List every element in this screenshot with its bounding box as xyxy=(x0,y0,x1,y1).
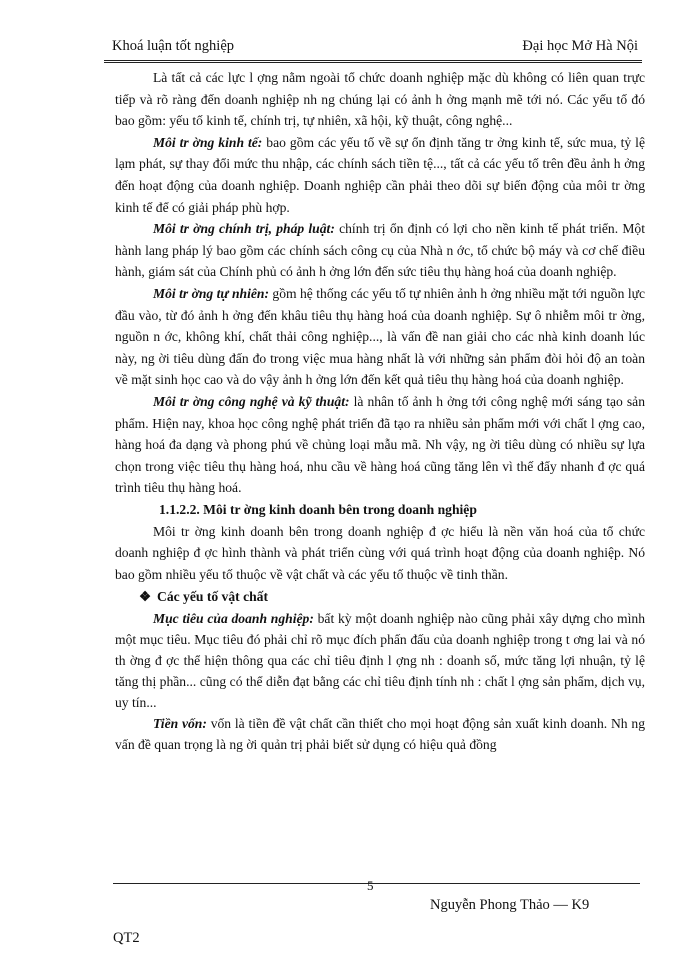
page-header xyxy=(104,28,642,63)
page-body xyxy=(115,67,645,755)
technology-label: Môi tr ờng công nghệ và kỹ thuật: xyxy=(153,393,350,409)
header-thesis-title: Khoá luận tốt nghiệp xyxy=(112,38,235,54)
economic-paragraph xyxy=(115,132,645,218)
capital-label: Tiền vốn: xyxy=(153,715,207,731)
political-paragraph xyxy=(115,218,645,283)
objective-text: bất kỳ một doanh nghiệp nào cũng phải xây dựng cho mình một mục tiêu. Mục tiêu đó phải chỉ rõ mục đích phấn đấu của doanh nghiệp trong t ơng lai và nó th ờng đ ợc thể hiện thông qua các chỉ tiêu định l ợng nh : doanh số, mức tăng lợi nhuận, tỷ lệ tăng thị phần... cũng có thể diễn đạt bằng các chỉ tiêu định tính nh : chất l ợng sản phẩm, dịch vụ, uy tín... xyxy=(115,610,645,710)
capital-paragraph xyxy=(115,713,645,755)
footer-class-code: QT2 xyxy=(113,930,140,946)
natural-label: Môi tr ờng tự nhiên: xyxy=(153,285,269,301)
intro-paragraph: Là tất cả các lực l ợng nằm ngoài tổ chức doanh nghiệp mặc dù không có liên quan trực tiếp và rõ ràng đến doanh nghiệp nh ng chúng lại có ảnh h ởng mạnh mẽ tới nó. Các yếu tố đó bao gồm: yếu tố kinh tế, chính trị, tự nhiên, xã hội, kỹ thuật, công nghệ... xyxy=(115,70,645,129)
page-number: 5 xyxy=(367,878,374,893)
section-paragraph: Môi tr ờng kinh doanh bên trong doanh nghiệp đ ợc hiểu là nền văn hoá của tổ chức doanh nghiệp đ ợc hình thành và phát triển cùng với quá trình hoạt động của doanh nghiệp. Nó bao gồm nhiều yếu tố thuộc về vật chất và các yếu tố thuộc về tinh thần. xyxy=(115,523,645,583)
sub-heading xyxy=(115,586,645,608)
technology-paragraph xyxy=(115,391,645,499)
footer-divider xyxy=(113,883,640,884)
natural-text: gồm hệ thống các yếu tố tự nhiên ảnh h ởng nhiều mặt tới nguồn lực đầu vào, từ đó ảnh h ởng đến khâu tiêu thụ hàng hoá của doanh nghiệp. Sự ô nhiễm môi tr ờng, nguồn n ớc, không khí, chất thải công nghiệp..., là vấn đề nan giải cho các nhà kinh doanh lúc này, ng ời tiêu dùng đấn đo trong việc mua hàng nhất là với những sản phẩm đòi hỏi độ an toàn về mặt sinh học cao và do vậy ảnh h ởng lớn đến kết quả tiêu thụ hàng hoá của doanh nghiệp. xyxy=(115,285,645,388)
section-heading: 1.1.2.2. Môi tr ờng kinh doanh bên trong doanh nghiệp xyxy=(159,501,477,517)
political-text: chính trị ổn định có lợi cho nền kinh tế phát triển. Một hành lang pháp lý bao gồm các chính sách công cụ của Nhà n ớc, tổ chức bộ máy và cơ chế điều hành, giám sát của Chính phủ có ảnh h ởng lớn đến sức tiêu thụ hàng hoá của doanh nghiệp. xyxy=(115,221,645,280)
objective-label: Mục tiêu của doanh nghiệp: xyxy=(153,610,314,626)
diamond-bullet-icon: ❖ xyxy=(139,588,152,604)
footer-author: Nguyễn Phong Thảo — K9 xyxy=(430,897,590,913)
economic-text: bao gồm các yếu tố về sự ổn định tăng tr ởng kinh tế, sức mua, tỷ lệ lạm phát, sự thay đổi mức thu nhập, các chính sách tiền tệ..., tất cả các yếu tố trên đều ảnh h ởng đến hoạt động của doanh nghiệp. Doanh nghiệp cần phải theo dõi sự biến động của môi tr ờng kinh tế để có giải pháp phù hợp. xyxy=(115,134,645,215)
natural-paragraph xyxy=(115,283,645,391)
political-label: Môi tr ờng chính trị, pháp luật: xyxy=(153,221,335,237)
header-university: Đại học Mở Hà Nội xyxy=(522,38,638,54)
capital-text: vốn là tiền đề vật chất cần thiết cho mọi hoạt động sản xuất kinh doanh. Nh ng vấn đề quan trọng là ng ời quản trị phải biết sử dụng có hiệu quả đồng xyxy=(115,715,645,752)
sub-heading-text: Các yếu tố vật chất xyxy=(157,588,268,604)
economic-label: Môi tr ờng kinh tế: xyxy=(153,134,263,150)
technology-text: là nhân tố ảnh h ởng tới công nghệ mới sáng tạo sản phẩm. Hiện nay, khoa học công nghệ phát triển đã tạo ra nhiều sản phẩm mới với chất l ợng cao, hàng hoá đa dạng và phong phú về chủng loại mẫu mã. Nh vậy, ng ời tiêu dùng có nhiều sự lựa chọn trong việc tiêu thụ hàng hoá, nhu cầu về hàng hoá cũng tăng lên vì thế đẩy nhanh đ ợc quá trình tiêu thụ hàng hoá. xyxy=(115,393,645,496)
objective-paragraph xyxy=(115,608,645,713)
